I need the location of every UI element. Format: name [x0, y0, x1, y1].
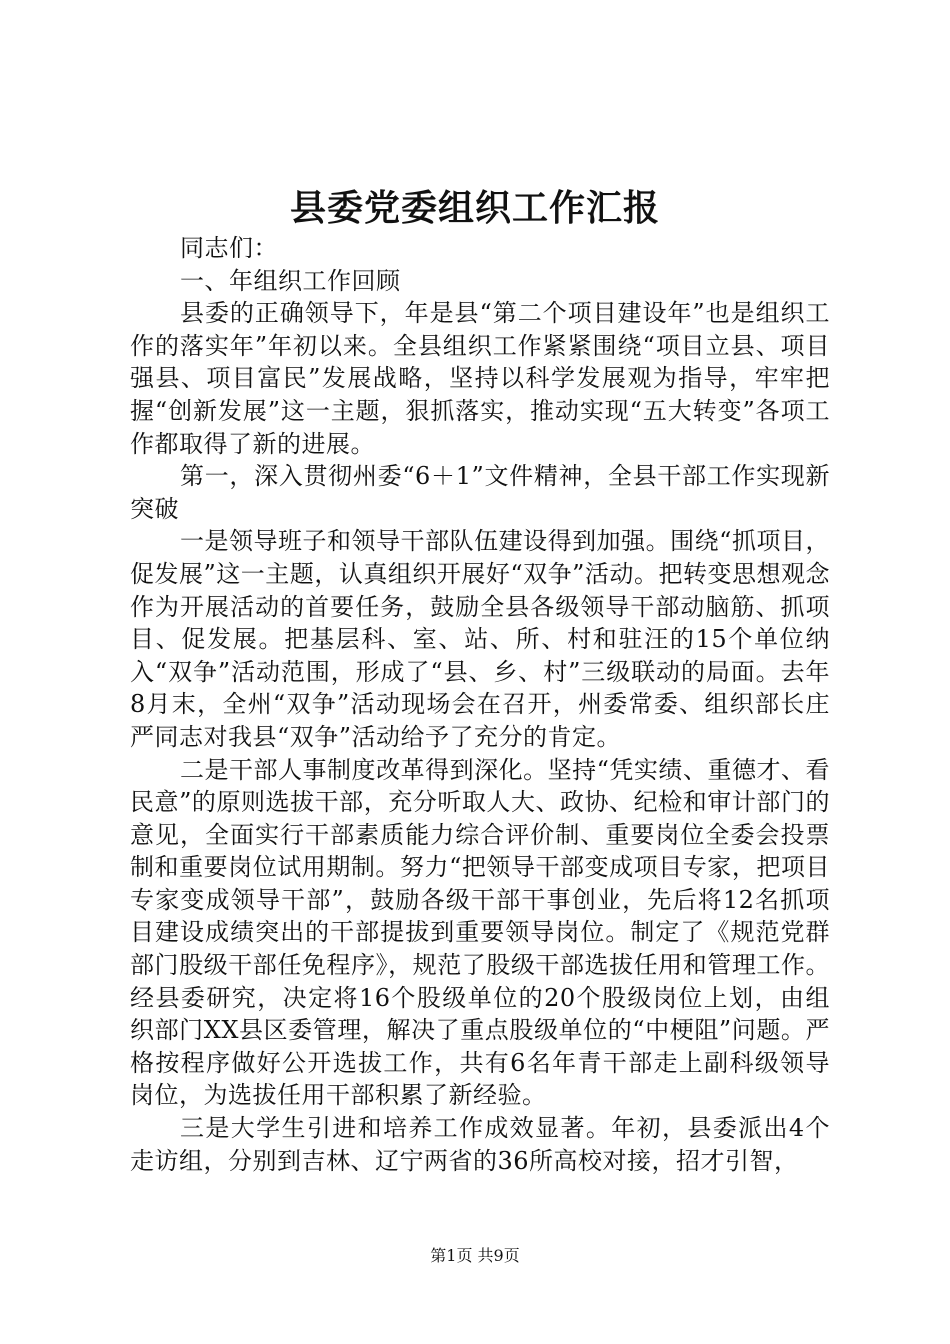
- page-footer: 第1页 共9页: [430, 1246, 520, 1265]
- paragraph: 二是干部人事制度改革得到深化。坚持“凭实绩、重德才、看民意”的原则选拔干部，充分听取人大、政协、纪检和审计部门的意见，全面实行干部素质能力综合评价制、重要岗位全委会投票制和重要岗位试用期制。努力“把领导干部变成项目专家，把项目专家变成领导干部”，鼓励各级干部干事创业，先后将12名抓项目建设成绩突出的干部提拔到重要领导岗位。制定了《规范党群部门股级干部任免程序》，规范了股级干部选拔任用和管理工作。经县委研究，决定将16个股级单位的20个股级岗位上划，由组织部门XX县区委管理，解决了重点股级单位的“中梗阻”问题。严格按程序做好公开选拔工作，共有6名年青干部走上副科级领导岗位，为选拔任用干部积累了新经验。: [130, 755, 830, 1110]
- document-title: 县委党委组织工作汇报: [289, 187, 660, 229]
- section-heading: 一、年组织工作回顾: [180, 266, 401, 295]
- salutation: 同志们：: [180, 234, 278, 262]
- paragraph: 三是大学生引进和培养工作成效显著。年初，县委派出4个走访组，分别到吉林、辽宁两省的36所高校对接，招才引智，: [130, 1114, 830, 1175]
- document-body: [130, 232, 830, 1177]
- paragraph: 县委的正确领导下，年是县“第二个项目建设年”也是组织工作的落实年”年初以来。全县组织工作紧紧围绕“项目立县、项目强县、项目富民”发展战略，坚持以科学发展观为指导，牢牢把握“创新发展”这一主题，狠抓落实，推动实现“五大转变”各项工作都取得了新的进展。: [130, 299, 830, 458]
- paragraph: 一是领导班子和领导干部队伍建设得到加强。围绕“抓项目，促发展”这一主题，认真组织开展好“双争”活动。把转变思想观念作为开展活动的首要任务，鼓励全县各级领导干部动脑筋、抓项目、促发展。把基层科、室、站、所、村和驻汪的15个单位纳入“双争”活动范围，形成了“县、乡、村”三级联动的局面。去年8月末，全州“双争”活动现场会在召开，州委常委、组织部长庄严同志对我县“双争”活动给予了充分的肯定。: [130, 527, 830, 751]
- subsection-heading: 第一，深入贯彻州委“6＋1”文件精神，全县干部工作实现新突破: [130, 462, 830, 523]
